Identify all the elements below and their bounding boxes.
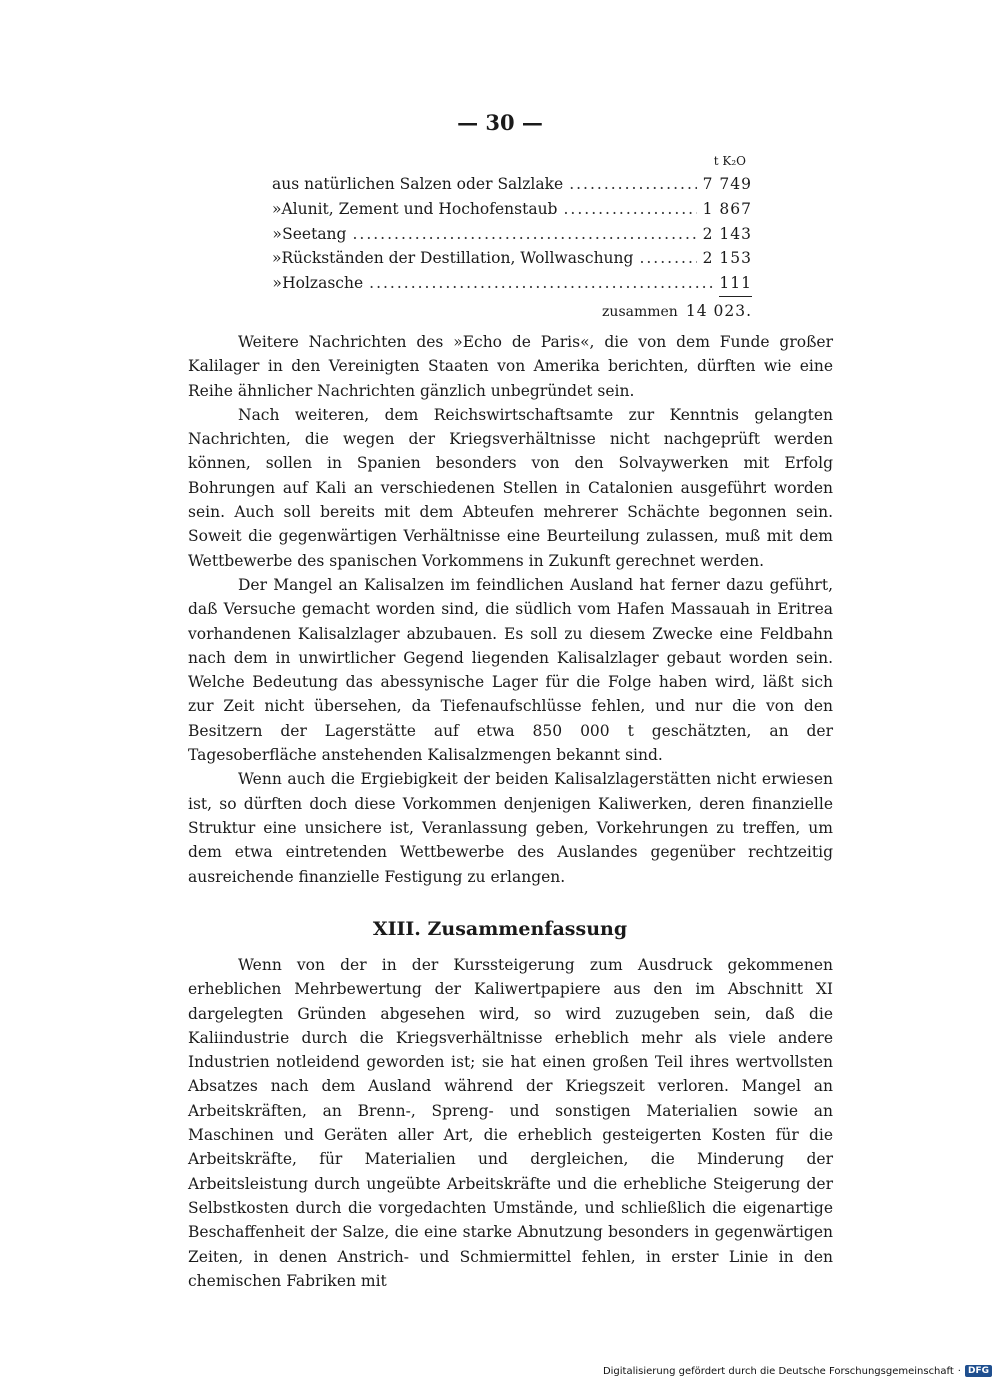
paragraph: Nach weiteren, dem Reichswirtschaftsamte zur Kenntnis gelangten Nachrichten, die wegen der Kriegsverhältnisse nicht nachgeprüft werden können, sollen in Spanien besonders von den Solvaywerken mit Erfolg Bohrungen auf Kali an verschiedenen Stellen in Catalonien ausgeführt worden sein. Auch soll bereits mit dem Abteufen mehrerer Schächte begonnen sein. Soweit die gegenwärtigen Verhältnisse eine Beurteilung zulassen, muß mit dem Wettbewerbe des spanischen Vorkommens in Zukunft gerechnet werden. bbox=[188, 405, 833, 570]
paragraph: Weitere Nachrichten des »Echo de Paris«, die von dem Funde großer Kalilager in den Vereinigten Staaten von Amerika berichten, dürften wie eine Reihe ähnlicher Nachrichten gänzlich unbegründet sein. bbox=[188, 333, 833, 400]
row-label: Alunit, Zement und Hochofenstaub bbox=[281, 199, 558, 218]
potash-table bbox=[272, 150, 752, 324]
table-row bbox=[272, 172, 752, 197]
body-text-lower bbox=[188, 953, 833, 1293]
sum-label: zusammen bbox=[602, 303, 678, 320]
ditto-mark: » bbox=[272, 249, 282, 268]
table-row bbox=[272, 222, 752, 247]
paragraph: Der Mangel an Kalisalzen im feindlichen Ausland hat ferner dazu geführt, daß Versuche gemacht worden sind, die südlich vom Hafen Massauah in Eritrea vorhandenen Kalisalzlager abzubauen. Es soll zu diesem Zwecke eine Feldbahn nach dem in unwirtlicher Gegend liegenden Kalisalzlager gebaut worden sein. Welche Bedeutung das abessynische Lager für die Folge haben wird, läßt sich zur Zeit nicht übersehen, da Tiefenaufschlüsse fehlen, und nur die von den Besitzern der Lagerstätte auf etwa 850 000 t geschätzten, an der Tagesoberfläche anstehenden Kalisalzmengen bekannt sind. bbox=[188, 575, 833, 765]
table-row bbox=[272, 271, 752, 296]
sum-row bbox=[272, 298, 752, 324]
row-value: 111 bbox=[719, 271, 752, 297]
leader-dots bbox=[369, 271, 713, 296]
table-row bbox=[272, 246, 752, 271]
row-value: 2 143 bbox=[702, 224, 752, 243]
table-row bbox=[272, 197, 752, 222]
leader-dots bbox=[563, 197, 696, 222]
row-value: 2 153 bbox=[702, 249, 752, 268]
body-text-upper bbox=[188, 330, 833, 889]
row-label: Seetang bbox=[282, 224, 347, 243]
paragraph: Wenn von der in der Kurssteigerung zum Ausdruck gekommenen erheblichen Mehrbewertung der Kaliwertpapiere aus den im Abschnitt XI dargelegten Gründen abgesehen wird, so wird zuzugeben sein, daß die Kaliindustrie durch die Kriegsverhältnisse erheblich mehr als viele andere Industrien notleidend geworden ist; sie hat einen großen Teil ihres wertvollsten Absatzes nach dem Ausland während der Kriegszeit verloren. Mangel an Arbeitskräften, an Brenn-, Spreng- und sonstigen Materialien sowie an Maschinen und Geräten aller Art, die erheblich gesteigerten Kosten für die Arbeitskräfte, für Materialien und dergleichen, die Minderung der Arbeitsleistung durch ungeübte Arbeitskräfte und die erhebliche Steigerung der Selbstkosten durch die vorgedachten Umstände, und schließlich die eigenartige Beschaffenheit der Salze, die eine starke Abnutzung besonders in gegenwärtigen Zeiten, in denen Anstrich- und Schmiermittel fehlen, in erster Linie in den chemischen Fabriken mit bbox=[188, 956, 833, 1290]
footer: Digitalisierung gefördert durch die Deutsche Forschungsgemeinschaft · DFG bbox=[603, 1365, 992, 1377]
ditto-mark: » bbox=[272, 224, 282, 243]
row-label: Rückständen der Destillation, Wollwaschung bbox=[281, 249, 634, 268]
leader-dots bbox=[569, 172, 696, 197]
row-value: 1 867 bbox=[702, 199, 752, 218]
leader-dots bbox=[639, 246, 696, 271]
page-number: — 30 — bbox=[457, 110, 543, 135]
footer-text: Digitalisierung gefördert durch die Deutsche Forschungsgemeinschaft bbox=[602, 1365, 954, 1377]
section-heading: XIII. Zusammenfassung bbox=[372, 918, 628, 940]
leader-dots bbox=[352, 222, 696, 247]
ditto-mark: » bbox=[272, 199, 282, 218]
row-label: Holzasche bbox=[282, 274, 364, 293]
ditto-mark: » bbox=[272, 274, 282, 293]
unit-header: t K₂O bbox=[713, 154, 746, 168]
paragraph: Wenn auch die Ergiebigkeit der beiden Kalisalzlagerstätten nicht erwiesen ist, so dürften doch diese Vorkommen denjenigen Kaliwerken, deren finanzielle Struktur eine unsichere ist, Veranlassung geben, Vorkehrungen zu treffen, um dem etwa eintretenden Wettbewerbe des Auslandes gegenüber rechtzeitig ausreichende finanzielle Festigung zu erlangen. bbox=[188, 770, 833, 886]
sum-value: 14 023. bbox=[685, 301, 752, 320]
dfg-logo: DFG bbox=[965, 1365, 992, 1377]
row-label: aus natürlichen Salzen oder Salzlake bbox=[272, 175, 564, 193]
row-value: 7 749 bbox=[702, 175, 752, 193]
